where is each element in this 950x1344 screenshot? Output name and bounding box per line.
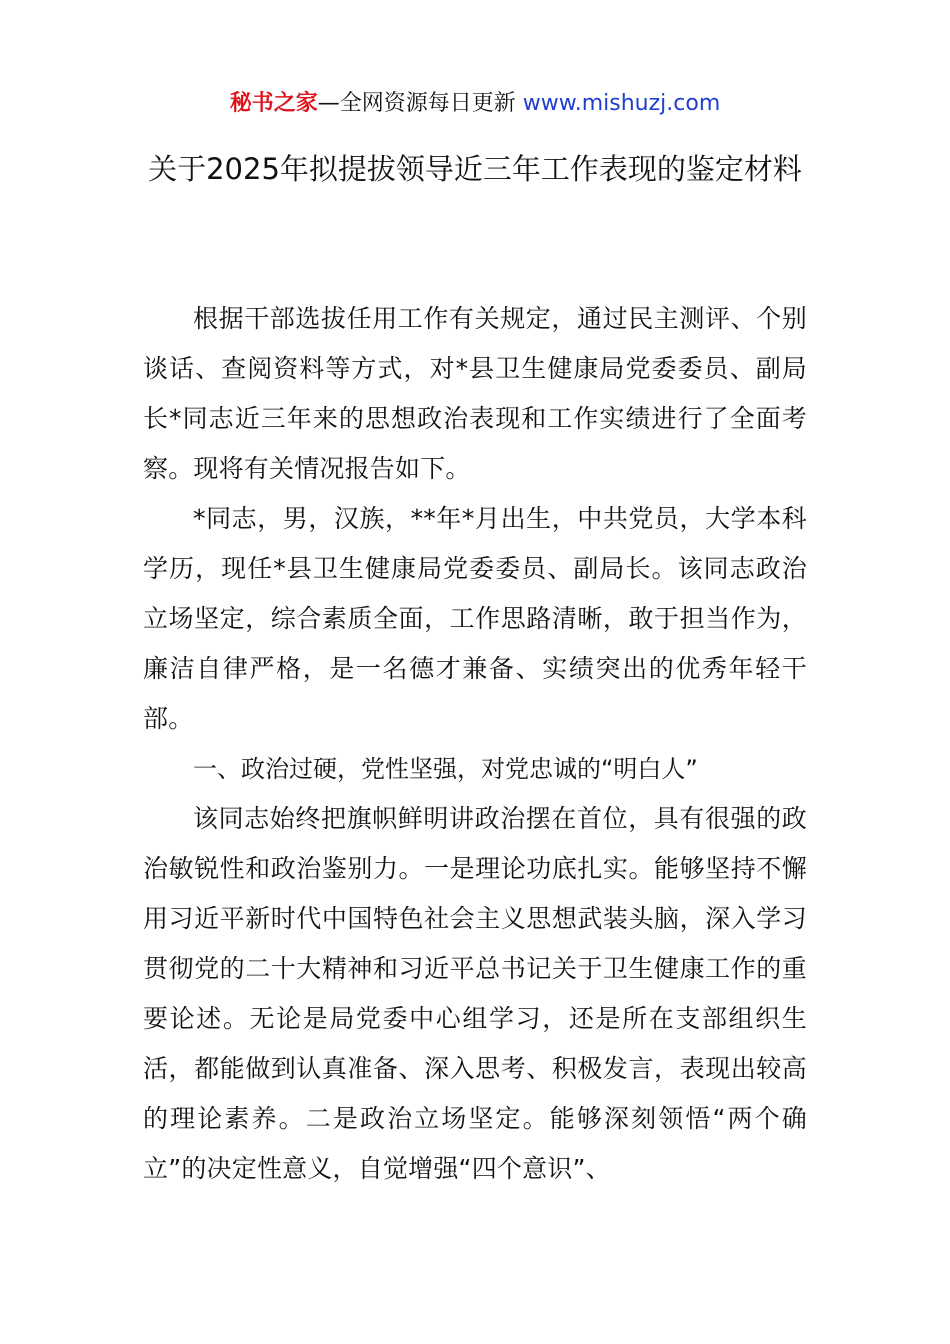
paragraph-profile: *同志，男，汉族，**年*月出生，中共党员，大学本科学历，现任*县卫生健康局党委委员、副局长。该同志政治立场坚定，综合素质全面，工作思路清晰，敢于担当作为，廉洁自律严格，是一名德才兼备、实绩突出的优秀年轻干部。 — [143, 504, 807, 733]
section-heading-1: 一、政治过硬，党性坚强，对党忠诚的“明白人” — [193, 755, 698, 783]
brand-name: 秘书之家 — [229, 91, 318, 116]
paragraph-intro: 根据干部选拔任用工作有关规定，通过民主测评、个别谈话、查阅资料等方式，对*县卫生健康局党委委员、副局长*同志近三年来的思想政治表现和工作实绩进行了全面考察。现将有关情况报告如下。 — [143, 304, 807, 483]
header-slogan: —全网资源每日更新 — [317, 91, 516, 116]
site-url-link[interactable]: www.mishuzj.com — [522, 91, 721, 116]
document-title: 关于2025年拟提拔领导近三年工作表现的鉴定材料 — [148, 152, 802, 186]
site-header — [0, 86, 950, 122]
paragraph-section-1: 该同志始终把旗帜鲜明讲政治摆在首位，具有很强的政治敏锐性和政治鉴别力。一是理论功底扎实。能够坚持不懈用习近平新时代中国特色社会主义思想武装头脑，深入学习贯彻党的二十大精神和习近平总书记关于卫生健康工作的重要论述。无论是局党委中心组学习，还是所在支部组织生活，都能做到认真准备、深入思考、积极发言，表现出较高的理论素养。二是政治立场坚定。能够深刻领悟“两个确立”的决定性意义，自觉增强“四个意识”、 — [143, 804, 807, 1183]
document-body — [143, 294, 807, 1194]
